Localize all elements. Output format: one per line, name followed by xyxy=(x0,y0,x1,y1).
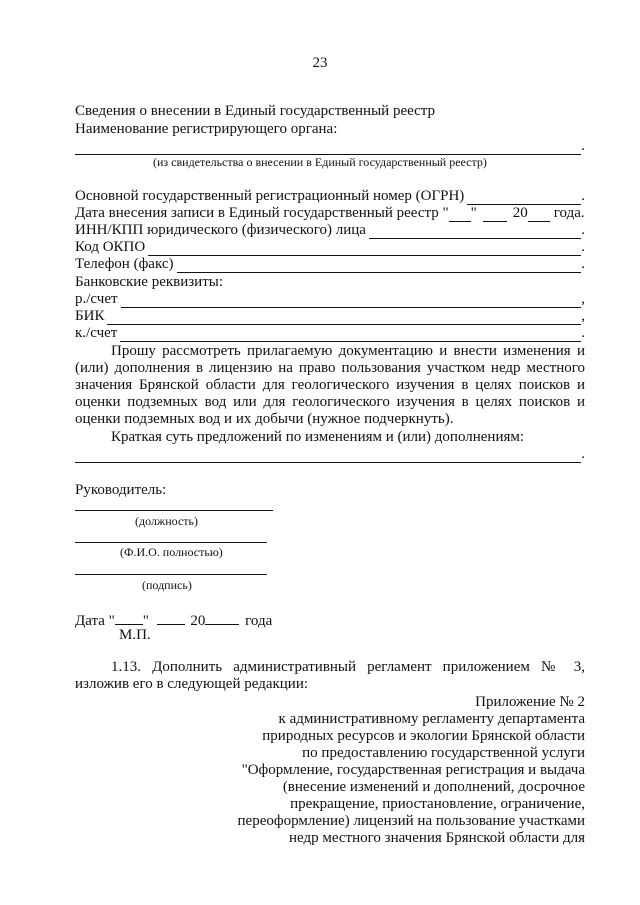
amendment-paragraph: 1.13. Дополнить административный регламент приложением № 3, изложив его в следующей редакции: xyxy=(75,659,585,692)
phone-field[interactable] xyxy=(177,258,582,273)
account-field[interactable] xyxy=(121,293,582,308)
registry-date-month-field[interactable] xyxy=(483,207,507,222)
ogrn-row: Основной государственный регистрационный номер (ОГРН) . xyxy=(75,188,585,204)
organ-label: Наименование регистрирующего органа: xyxy=(75,121,338,137)
signature-caption: (подпись) xyxy=(142,578,192,592)
summary-field[interactable]: . xyxy=(75,446,585,463)
appendix-line: переоформление) лицензий на пользование участками xyxy=(237,813,585,829)
registry-date-year-field[interactable] xyxy=(528,207,550,222)
sign-date-year-field[interactable] xyxy=(205,610,239,625)
stamp-label: М.П. xyxy=(119,627,151,643)
page-number: 23 xyxy=(312,55,328,71)
sign-date-row: Дата " " 20 года xyxy=(75,610,272,630)
appendix-line: "Оформление, государственная регистрация и выдача xyxy=(241,762,585,778)
account-row: р./счет , xyxy=(75,291,585,307)
appendix-line: к административному регламенту департамента xyxy=(278,711,585,727)
bik-row: БИК , xyxy=(75,308,585,324)
corr-account-label: к./счет xyxy=(75,325,118,341)
appendix-title: Приложение № 2 xyxy=(475,694,585,710)
registry-date-label: Дата внесения записи в Единый государственный реестр " xyxy=(75,205,449,221)
okpo-row: Код ОКПО . xyxy=(75,239,585,255)
appendix-line: прекращение, приостановление, ограничение, xyxy=(290,796,585,812)
bik-label: БИК xyxy=(75,308,105,324)
full-name-caption: (Ф.И.О. полностью) xyxy=(120,545,223,559)
corr-account-row: к./счет . xyxy=(75,325,585,341)
sign-date-day-field[interactable] xyxy=(115,610,143,625)
corr-account-field[interactable] xyxy=(120,327,581,342)
okpo-label: Код ОКПО xyxy=(75,239,146,255)
bik-field[interactable] xyxy=(107,310,581,325)
inn-row: ИНН/КПП юридического (физического) лица . xyxy=(75,222,585,238)
okpo-field[interactable] xyxy=(148,241,581,256)
organ-field[interactable]: . xyxy=(75,138,585,155)
inn-label: ИНН/КПП юридического (физического) лица xyxy=(75,222,366,238)
inn-field[interactable] xyxy=(369,224,581,239)
organ-caption: (из свидетельства о внесении в Единый государственный реестр) xyxy=(153,155,487,169)
position-caption: (должность) xyxy=(135,514,198,528)
appendix-line: по предоставлению государственной услуги xyxy=(302,745,585,761)
registry-date-day-field[interactable] xyxy=(449,207,471,222)
position-field[interactable] xyxy=(75,510,273,511)
signature-field[interactable] xyxy=(75,574,267,575)
full-name-field[interactable] xyxy=(75,542,267,543)
bank-heading: Банковские реквизиты: xyxy=(75,274,224,290)
appendix-line: природных ресурсов и экологии Брянской области xyxy=(262,728,585,744)
appendix-line: недр местного значения Брянской области для xyxy=(289,830,585,846)
registry-date-row: Дата внесения записи в Единый государственный реестр " " 20 года. xyxy=(75,205,585,221)
sign-date-label: Дата " xyxy=(75,613,115,629)
head-label: Руководитель: xyxy=(75,482,167,498)
phone-row: Телефон (факс) . xyxy=(75,256,585,272)
sign-date-month-field[interactable] xyxy=(157,610,185,625)
appendix-line: (внесение изменений и дополнений, досрочное xyxy=(282,779,585,795)
ogrn-label: Основной государственный регистрационный номер (ОГРН) xyxy=(75,188,465,204)
account-label: р./счет xyxy=(75,291,118,307)
phone-label: Телефон (факс) xyxy=(75,256,174,272)
registry-heading: Сведения о внесении в Единый государственный реестр xyxy=(75,103,436,119)
request-paragraph: Прошу рассмотреть прилагаемую документацию и внести изменения и (или) дополнения в лицензию на право пользования участком недр местного значения Брянской области для геологического изучения в целях поисков и оценки подземных вод или для геологического изучения в целях поисков и оценки подземных вод и их добычи (нужное подчеркнуть). xyxy=(75,343,585,427)
ogrn-field[interactable] xyxy=(467,190,581,205)
summary-label: Краткая суть предложений по изменениям и (или) дополнениям: xyxy=(111,429,525,445)
